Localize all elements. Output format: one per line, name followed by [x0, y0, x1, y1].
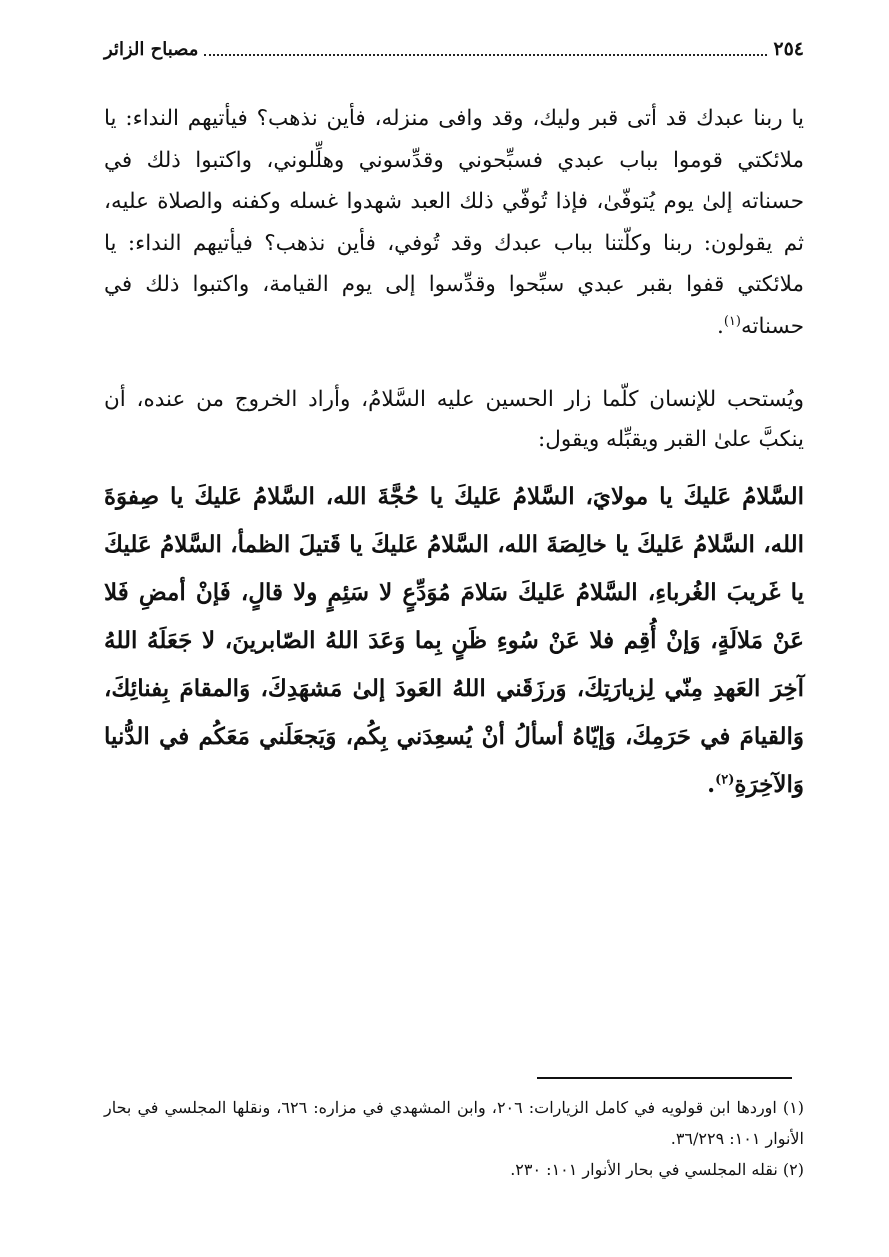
footnote-2: (٢) نقله المجلسي في بحار الأنوار ١٠١: ٢٣٠. — [510, 1160, 804, 1179]
paragraph-narration-end: . — [716, 313, 724, 339]
footnote-ref-1: (١) — [723, 313, 741, 329]
paragraph-narration — [104, 98, 804, 347]
paragraph-instruction: ويُستحب للإنسان كلّما زار الحسين عليه السَّلامُ، وأراد الخروج من عنده، أن ينكبَّ علىٰ القبر ويقبِّله ويقول: — [104, 387, 804, 452]
footnote-ref-2: (٢) — [715, 772, 735, 788]
footnote-separator — [537, 1077, 792, 1079]
header-dotted-leader — [204, 42, 767, 56]
paragraph-farewell-prayer — [104, 473, 804, 809]
footnotes — [104, 1092, 804, 1185]
page-number: ٢٥٤ — [773, 38, 804, 60]
running-header — [104, 34, 804, 64]
book-title: مصباح الزائر — [104, 38, 199, 60]
farewell-prayer-end: . — [707, 771, 716, 798]
paragraph-narration-text: يا ربنا عبدك قد أتى قبر وليك، وقد وافى منزله، فأين نذهب؟ فيأتيهم النداء: يا ملائكتي قوموا بباب عبدي فسبِّحوني وقدِّسوني وهلِّلوني، واكتبوا ذلك في حسناته إلىٰ يوم يُتوفّىٰ، فإذا تُوفّي ذلك العبد شهدوا غسله وكفنه والصلاة عليه، ثم يقولون: ربنا وكلّتنا بباب عبدك وقد تُوفي، فأين نذهب؟ فيأتيهم النداء: يا ملائكتي قفوا بقبر عبدي سبِّحوا وقدِّسوا إلى يوم القيامة، واكتبوا ذلك في حسناته — [104, 106, 804, 339]
farewell-prayer-text: السَّلامُ عَليكَ يا مولايَ، السَّلامُ عَليكَ يا حُجَّةَ الله، السَّلامُ عَليكَ يا صِفوَةَ الله، السَّلامُ عَليكَ يا خالِصَةَ الله، السَّلامُ عَليكَ يا قَتيلَ الظمأ، السَّلامُ عَليكَ يا غَريبَ الغُرباءِ، السَّلامُ عَليكَ سَلامَ مُوَدِّعٍ لا سَئِمٍ ولا قالٍ، فَإنْ أمضِ فَلا عَنْ مَلالَةٍ، وَإنْ أُقِم فلا عَنْ سُوءِ ظَنٍ بِما وَعَدَ اللهُ الصّابرينَ، لا جَعَلَهُ اللهُ آخِرَ العَهدِ مِنّي لِزيارَتِكَ، وَرزَقَني اللهُ العَودَ إلىٰ مَشهَدِكَ، وَالمقامَ بِفنائِكَ، وَالقيامَ في حَرَمِكَ، وَإيّاهُ أسألُ أنْ يُسعِدَني بِكُم، وَيَجعَلَني مَعَكُم في الدُّنيا وَالآخِرَةِ — [104, 483, 804, 798]
footnote-1: (١) اوردها ابن قولويه في كامل الزيارات: ٢٠٦، وابن المشهدي في مزاره: ٦٢٦، ونقلها المجلسي في بحار الأنوار ١٠١: ٣٦/٢٢٩. — [104, 1098, 805, 1148]
